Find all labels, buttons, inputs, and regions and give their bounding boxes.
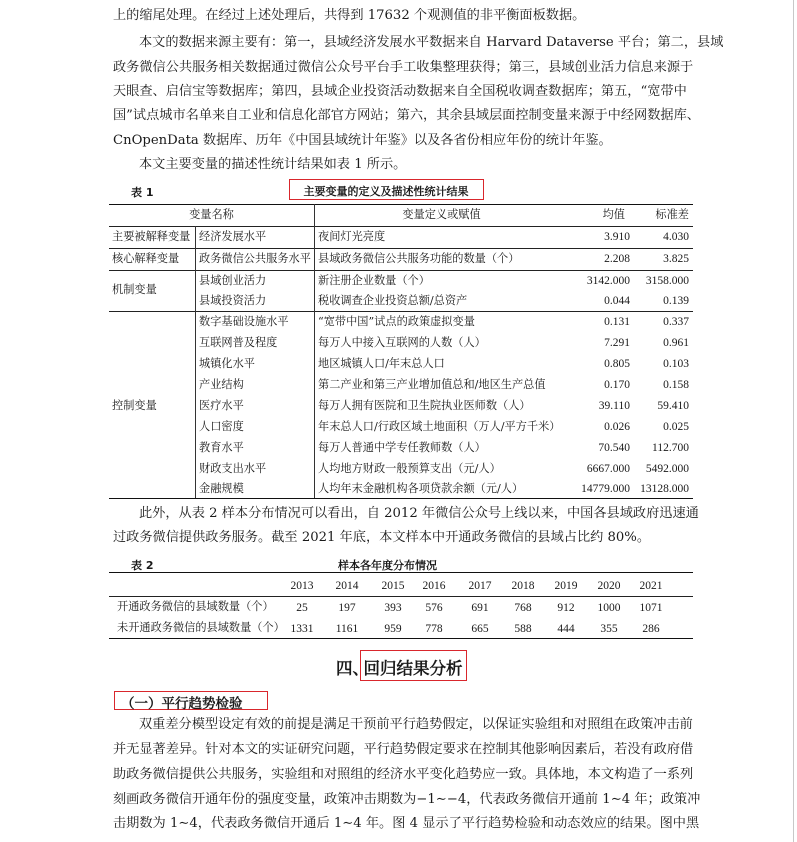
table1-row-definition: 新注册企业数量（个） bbox=[318, 274, 430, 287]
table1-header-varname: 变量名称 bbox=[189, 208, 234, 221]
paragraph-line: CnOpenData 数据库、历年《中国县域统计年鉴》以及各省份相应年份的统计年鉴。 bbox=[113, 133, 612, 148]
table1-col-divider bbox=[314, 204, 315, 498]
table1-row-mean: 3142.000 bbox=[586, 275, 630, 287]
table2-year: 2018 bbox=[511, 580, 535, 592]
table2-row-label: 未开通政务微信的县域数量（个） bbox=[117, 621, 285, 634]
table1-rule bbox=[109, 248, 693, 249]
table2-cell: 355 bbox=[600, 623, 618, 635]
table1-row-mean: 6667.000 bbox=[586, 463, 630, 475]
table1-row-name: 县域创业活力 bbox=[199, 274, 267, 287]
table2-top-rule bbox=[109, 572, 693, 573]
table1-row-mean: 39.110 bbox=[598, 400, 630, 412]
table1-row-name: 经济发展水平 bbox=[199, 230, 267, 243]
table1-row-name: 数字基础设施水平 bbox=[199, 315, 289, 328]
table2-cell: 768 bbox=[514, 602, 532, 614]
table1-label: 表 1 bbox=[131, 186, 154, 199]
table2-title: 样本各年度分布情况 bbox=[338, 559, 437, 572]
table1-row-name: 产业结构 bbox=[199, 378, 244, 391]
table1-row-mean: 0.044 bbox=[604, 295, 630, 307]
subsection-title: （一）平行趋势检验 bbox=[121, 696, 243, 712]
table1-header-sd: 标准差 bbox=[655, 208, 689, 221]
table1-rule bbox=[109, 270, 693, 271]
table2-year: 2013 bbox=[290, 580, 314, 592]
table1-row-definition: 县域政务微信公共服务功能的数量（个） bbox=[318, 252, 520, 265]
table1-rule bbox=[109, 311, 693, 312]
table1-header-mean: 均值 bbox=[602, 208, 625, 221]
table1-row-definition: 每万人中接入互联网的人数（人） bbox=[318, 336, 486, 349]
section-title: 回归结果分析 bbox=[363, 659, 463, 678]
table1-col-divider bbox=[195, 226, 196, 498]
table1-row-sd: 5492.000 bbox=[645, 463, 689, 475]
table1-row-mean: 0.170 bbox=[604, 379, 630, 391]
table1-row-definition: 人均地方财政一般预算支出（元/人） bbox=[318, 462, 501, 475]
table2-cell: 1000 bbox=[597, 602, 621, 614]
table1-row-name: 城镇化水平 bbox=[199, 357, 255, 370]
table1-row-name: 县域投资活力 bbox=[199, 294, 267, 307]
section-number: 四、 bbox=[336, 659, 369, 678]
table1-row-sd: 112.700 bbox=[652, 442, 689, 454]
table2-label: 表 2 bbox=[131, 559, 154, 572]
table1-header-rule bbox=[109, 226, 693, 227]
table2-year: 2021 bbox=[639, 580, 663, 592]
table1-row-mean: 3.910 bbox=[604, 231, 630, 243]
paragraph-line: 国”试点城市名单来自工业和信息化部官方网站；第六，其余县域层面控制变量来源于中经网数据库、 bbox=[113, 108, 700, 123]
table2-year: 2019 bbox=[554, 580, 578, 592]
table1-group-label: 机制变量 bbox=[112, 283, 157, 296]
table2-cell: 1331 bbox=[290, 623, 314, 635]
paragraph-line: 双重差分模型设定有效的前提是满足干预前平行趋势假定，以保证实验组和对照组在政策冲击前 bbox=[139, 717, 693, 732]
table1-row-mean: 0.026 bbox=[604, 421, 630, 433]
table1-bottom-rule bbox=[109, 498, 693, 499]
table1-top-rule bbox=[109, 204, 693, 205]
table1-row-definition: “宽带中国”试点的政策虚拟变量 bbox=[318, 315, 475, 328]
table1-group-label: 核心解释变量 bbox=[112, 252, 180, 265]
table2-header-rule bbox=[109, 596, 693, 597]
table2-cell: 691 bbox=[471, 602, 489, 614]
table1-row-mean: 2.208 bbox=[604, 253, 630, 265]
paragraph-line: 本文的数据来源主要有：第一，县域经济发展水平数据来自 Harvard Dataverse 平台；第二，县域 bbox=[139, 35, 724, 50]
table2-cell: 588 bbox=[514, 623, 532, 635]
table1-row-definition: 每万人拥有医院和卫生院执业医师数（人） bbox=[318, 399, 531, 412]
table2-cell: 25 bbox=[296, 602, 308, 614]
paragraph-line: 本文主要变量的描述性统计结果如表 1 所示。 bbox=[139, 157, 407, 172]
table1-row-sd: 0.139 bbox=[663, 295, 689, 307]
table1-title: 主要变量的定义及描述性统计结果 bbox=[303, 185, 469, 198]
table1-row-sd: 0.961 bbox=[663, 337, 689, 349]
table1-row-sd: 4.030 bbox=[663, 231, 689, 243]
table1-row-sd: 0.025 bbox=[663, 421, 689, 433]
table1-row-name: 互联网普及程度 bbox=[199, 336, 278, 349]
paragraph-line: 过政务微信提供政务服务。截至 2021 年底，本文样本中开通政务微信的县域占比约 80%。 bbox=[113, 530, 651, 545]
table2-year: 2015 bbox=[381, 580, 405, 592]
table1-row-sd: 59.410 bbox=[657, 400, 689, 412]
table1-row-sd: 13128.000 bbox=[640, 483, 689, 495]
table2-cell: 912 bbox=[557, 602, 575, 614]
table1-row-definition: 年末总人口/行政区域土地面积（万人/平方千米） bbox=[318, 420, 561, 433]
table1-row-name: 财政支出水平 bbox=[199, 462, 267, 475]
table1-row-mean: 0.131 bbox=[604, 316, 630, 328]
paragraph-line: 刻画政务微信开通年份的强度变量，政策冲击期数为−1∼−4，代表政务微信开通前 1∼4 年；政策冲 bbox=[113, 792, 701, 807]
table2-cell: 959 bbox=[384, 623, 402, 635]
table2-cell: 1071 bbox=[639, 602, 663, 614]
table1-row-definition: 地区城镇人口/年末总人口 bbox=[318, 357, 445, 370]
table1-row-mean: 14779.000 bbox=[581, 483, 630, 495]
paragraph-line: 天眼查、启信宝等数据库；第四，县域企业投资活动数据来自全国税收调查数据库；第五，“宽带中 bbox=[113, 84, 687, 99]
page-edge bbox=[793, 0, 794, 842]
table1-row-sd: 0.158 bbox=[663, 379, 689, 391]
table2-cell: 1161 bbox=[335, 623, 359, 635]
paragraph-line: 政务微信公共服务相关数据通过微信公众号平台手工收集整理获得；第三，县域创业活力信息来源于 bbox=[113, 60, 694, 75]
table1-row-mean: 7.291 bbox=[604, 337, 630, 349]
table2-bottom-rule bbox=[109, 638, 693, 639]
table1-row-name: 金融规模 bbox=[199, 482, 244, 495]
table1-row-mean: 0.805 bbox=[604, 358, 630, 370]
table2-row-label: 开通政务微信的县域数量（个） bbox=[117, 600, 274, 613]
table2-year: 2017 bbox=[468, 580, 492, 592]
table2-cell: 665 bbox=[471, 623, 489, 635]
table2-year: 2014 bbox=[335, 580, 359, 592]
table1-row-sd: 0.337 bbox=[663, 316, 689, 328]
table1-row-definition: 夜间灯光亮度 bbox=[318, 230, 386, 243]
table2-cell: 393 bbox=[384, 602, 402, 614]
paragraph-line: 并无显著差异。针对本文的实证研究问题，平行趋势假定要求在控制其他影响因素后，若没有政府借 bbox=[113, 742, 694, 757]
table1-row-name: 人口密度 bbox=[199, 420, 244, 433]
table1-row-name: 政务微信公共服务水平 bbox=[199, 252, 311, 265]
table1-row-mean: 70.540 bbox=[598, 442, 630, 454]
table1-header-definition: 变量定义或赋值 bbox=[402, 208, 481, 221]
table1-row-sd: 3.825 bbox=[663, 253, 689, 265]
table1-group-label: 控制变量 bbox=[112, 399, 157, 412]
table1-group-label: 主要被解释变量 bbox=[112, 230, 191, 243]
table2-cell: 444 bbox=[557, 623, 575, 635]
table2-cell: 778 bbox=[425, 623, 443, 635]
table2-year: 2016 bbox=[422, 580, 446, 592]
table2-cell: 286 bbox=[642, 623, 660, 635]
paragraph-line: 击期数为 1∼4，代表政务微信开通后 1∼4 年。图 4 显示了平行趋势检验和动态效应的结果。图中黑 bbox=[113, 816, 700, 831]
table1-row-name: 医疗水平 bbox=[199, 399, 244, 412]
table1-row-definition: 人均年末金融机构各项贷款余额（元/人） bbox=[318, 482, 524, 495]
table1-row-sd: 0.103 bbox=[663, 358, 689, 370]
table1-row-definition: 每万人普通中学专任教师数（人） bbox=[318, 441, 486, 454]
table1-row-name: 教育水平 bbox=[199, 441, 244, 454]
table2-year: 2020 bbox=[597, 580, 621, 592]
table1-row-definition: 第二产业和第三产业增加值总和/地区生产总值 bbox=[318, 378, 546, 391]
paragraph-line: 助政务微信提供公共服务，实验组和对照组的经济水平变化趋势应一致。具体地，本文构造了一系列 bbox=[113, 767, 694, 782]
paragraph-line: 上的缩尾处理。在经过上述处理后，共得到 17632 个观测值的非平衡面板数据。 bbox=[113, 8, 586, 23]
table1-row-sd: 3158.000 bbox=[645, 275, 689, 287]
table2-cell: 197 bbox=[338, 602, 356, 614]
table2-cell: 576 bbox=[425, 602, 443, 614]
table1-row-definition: 税收调查企业投资总额/总资产 bbox=[318, 294, 468, 307]
paragraph-line: 此外，从表 2 样本分布情况可以看出，自 2012 年微信公众号上线以来，中国各县域政府迅速通 bbox=[139, 506, 699, 521]
